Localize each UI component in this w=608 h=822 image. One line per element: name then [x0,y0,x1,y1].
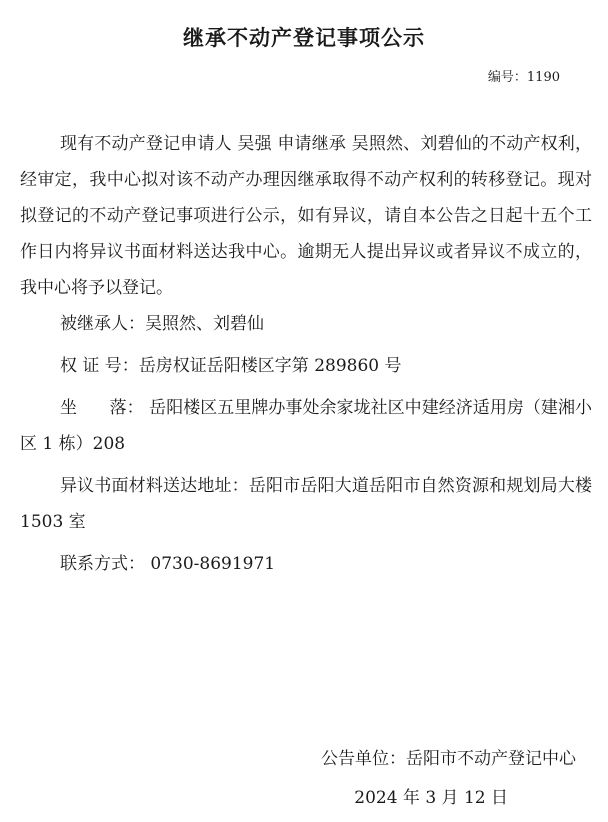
location-label: 坐 落： [60,398,144,418]
certificate-value: 岳房权证岳阳楼区字第 289860 号 [138,356,402,376]
notice-body [20,126,592,582]
contact-label: 联系方式： [60,554,145,574]
issue-date: 2024 年 3 月 12 日 [354,788,508,808]
location-value: 岳阳楼区五里牌办事处余家垅社区中建经济适用房（建湘小区 1 栋）208 [20,398,592,454]
certificate-line [20,348,592,384]
contact-value: 0730-8691971 [150,554,276,574]
issuer-line: 公告单位：岳阳市不动产登记中心 [321,749,576,769]
decedent-line: 被继承人：吴照然、刘碧仙 [60,314,264,334]
main-paragraph: 现有不动产登记申请人 吴强 申请继承 吴照然、刘碧仙的不动产权利，经审定，我中心拟对该不动产办理因继承取得不动产权利的转移登记。现对拟登记的不动产登记事项进行公示，如有异议，请自本公告之日起十五个工作日内将异议书面材料送达我中心。逾期无人提出异议或者异议不成立的，我中心将予以登记。 [20,134,592,298]
certificate-label: 权 证 号： [60,356,139,376]
contact-line [20,546,592,582]
page-title: 继承不动产登记事项公示 [183,26,425,50]
location-line [20,390,592,462]
document-number: 编号：1190 [487,70,560,85]
objection-address-line: 异议书面材料送达地址：岳阳市岳阳大道岳阳市自然资源和规划局大楼 1503 室 [20,476,592,532]
